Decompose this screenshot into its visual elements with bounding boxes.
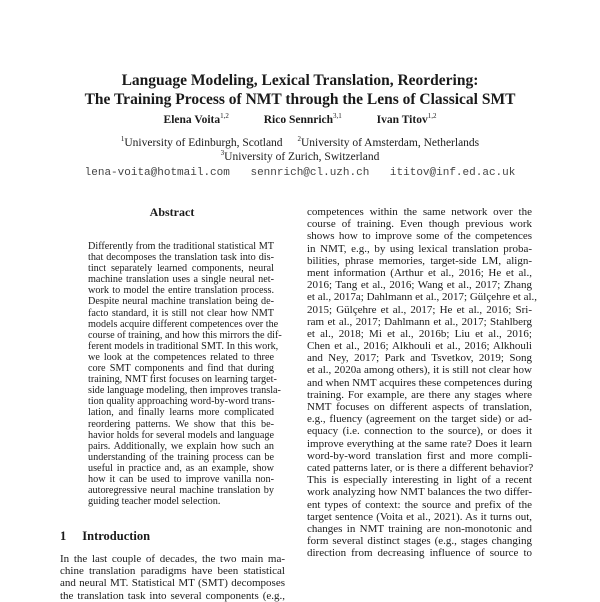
text-line: word-by-word translation first and more compli- xyxy=(307,449,532,462)
author: Rico Sennrich$^{3,1}$ xyxy=(263,112,342,126)
right-column-body xyxy=(307,206,538,560)
text-line: direction from decreasing influence of source to xyxy=(307,547,532,560)
affiliation: $^3$University of Zurich, Switzerland xyxy=(220,149,380,163)
text-line: competences within the same network over the xyxy=(307,206,532,218)
text-line: training. For example, are there any stages where xyxy=(307,388,532,401)
affiliations xyxy=(0,151,600,163)
text-line: ment information (Arthur et al., 2016; He et al., xyxy=(307,266,532,279)
text-line: facto standard, it is still not clear how NMT xyxy=(88,307,274,319)
text-line: training, NMT first focuses on learning target- xyxy=(88,374,277,386)
text-line: tion quality approaching word-by-word trans- xyxy=(88,396,275,408)
abstract-body xyxy=(88,241,282,508)
text-line: NMT focuses on different aspects of translation, xyxy=(307,401,532,413)
text-line: understanding of the training process can be xyxy=(88,451,274,463)
text-line: et al., 2020a among others), it is still not clear how xyxy=(307,364,532,377)
text-line: target sentence (Voita et al., 2021). As it turns out, xyxy=(307,510,532,523)
email: sennrich@cl.uzh.ch xyxy=(250,167,370,179)
text-line: Despite neural machine translation being de- xyxy=(88,296,274,308)
text-line: ferent models in traditional SMT. In this work, xyxy=(88,340,279,352)
text-line: e.g., fluency (agreement on the target side) or ad- xyxy=(307,413,532,426)
text-line: and Ney, 2017; Park and Tsvetkov, 2019; Song xyxy=(307,352,532,365)
text-line: tinct separately learned components, neural xyxy=(88,263,274,275)
text-line: machine translation uses a single neural net- xyxy=(88,274,274,286)
text-line: and neural MT. Statistical MT (SMT) decomposes xyxy=(60,577,285,590)
text-line: form several distinct stages (e.g., stages changing xyxy=(307,535,532,548)
text-line: in NMT, e.g., by using lexical translation proba- xyxy=(307,242,532,255)
text-line: lation, and finally learns more complicated xyxy=(88,407,274,419)
abstract-heading: Abstract xyxy=(149,205,195,219)
affiliations xyxy=(0,137,600,149)
text-line: et al., 2018; Mi et al., 2016b; Liu et al., 2016; xyxy=(307,327,532,340)
text-line: course of training, and how this mirrors the dif- xyxy=(88,329,282,341)
paper-title-line-2: The Training Process of NMT through the Lens of Classical SMT xyxy=(84,91,516,108)
text-line: that decomposes the translation task into dis- xyxy=(88,252,274,264)
text-line: changes in NMT training are non-monotonic and xyxy=(307,522,532,535)
text-line: Differently from the traditional statistical MT xyxy=(88,241,274,252)
text-line: useful in practice and, as an example, show xyxy=(88,462,274,474)
text-line: autoregressive neural machine translation by xyxy=(88,485,274,497)
text-line: core SMT components and find that during xyxy=(88,363,274,375)
text-line: et al., 2017a; Dahlmann et al., 2017; Gülçehre et al., xyxy=(307,291,538,304)
email: lena-voita@hotmail.com xyxy=(84,167,230,179)
text-line: how it can be used to improve vanilla non- xyxy=(88,473,274,485)
text-line: work to model the entire translation process. xyxy=(88,285,274,297)
text-line: shows how to improve some of the competences xyxy=(307,230,532,243)
text-line: cated patterns later, or is there a different behavior? xyxy=(307,461,534,474)
text-line: work analyzing how NMT balances the two differ- xyxy=(307,486,532,499)
text-line: the translation task into several components (e.g., xyxy=(60,589,285,602)
author: Ivan Titov$^{1,2}$ xyxy=(376,112,437,126)
text-line: pairs. Additionally, we explain how such an xyxy=(88,440,274,452)
introduction-heading: 1 Introduction xyxy=(60,529,151,543)
text-line: ram et al., 2017; Dahlmann et al., 2017; Stahlberg xyxy=(307,315,532,328)
author: Elena Voita$^{1,2}$ xyxy=(163,112,229,126)
email: ititov@inf.ed.ac.uk xyxy=(389,167,516,179)
affiliation: $^2$University of Amsterdam, Netherlands xyxy=(297,135,480,149)
text-line: bilities, phrase memories, target-side LM, align- xyxy=(307,254,532,267)
text-line: side language modeling, then improves transla- xyxy=(88,385,281,397)
author-list xyxy=(0,114,600,126)
text-line: improve everything at the same rate? Does it learn xyxy=(307,437,532,450)
paper-title-line-1: Language Modeling, Lexical Translation, Reordering: xyxy=(121,72,479,89)
text-line: course of training. Even though previous work xyxy=(307,218,532,231)
text-line: 2016; Tang et al., 2016; Wang et al., 2017; Zhang xyxy=(307,279,532,292)
text-line: 2015; Gülçehre et al., 2017; He et al., 2016; Sri- xyxy=(307,303,532,316)
text-line: we look at the competences related to three xyxy=(88,351,274,363)
text-line: reordering patterns. We show that this be- xyxy=(88,418,274,430)
text-line: ent types of context: the source and prefix of the xyxy=(307,498,532,511)
text-line: Chen et al., 2016; Alkhouli et al., 2016; Alkhouli xyxy=(307,340,532,353)
email-list xyxy=(0,167,600,179)
text-line: chine translation paradigms have been statistical xyxy=(60,565,285,578)
text-line: models acquire different competences over the xyxy=(88,318,279,330)
text-line: equacy (i.e. connection to the source), or does it xyxy=(307,425,532,438)
text-line: havior holds for several models and language xyxy=(88,429,274,441)
text-line: In the last couple of decades, the two main ma- xyxy=(60,553,285,565)
introduction-body xyxy=(60,553,285,602)
text-line: guiding teacher model selection. xyxy=(88,496,221,508)
text-line: This is especially interesting in light of a recent xyxy=(307,474,532,487)
affiliation: $^1$University of Edinburgh, Scotland xyxy=(120,135,283,149)
text-line: and when NMT acquires these competences during xyxy=(307,376,533,389)
